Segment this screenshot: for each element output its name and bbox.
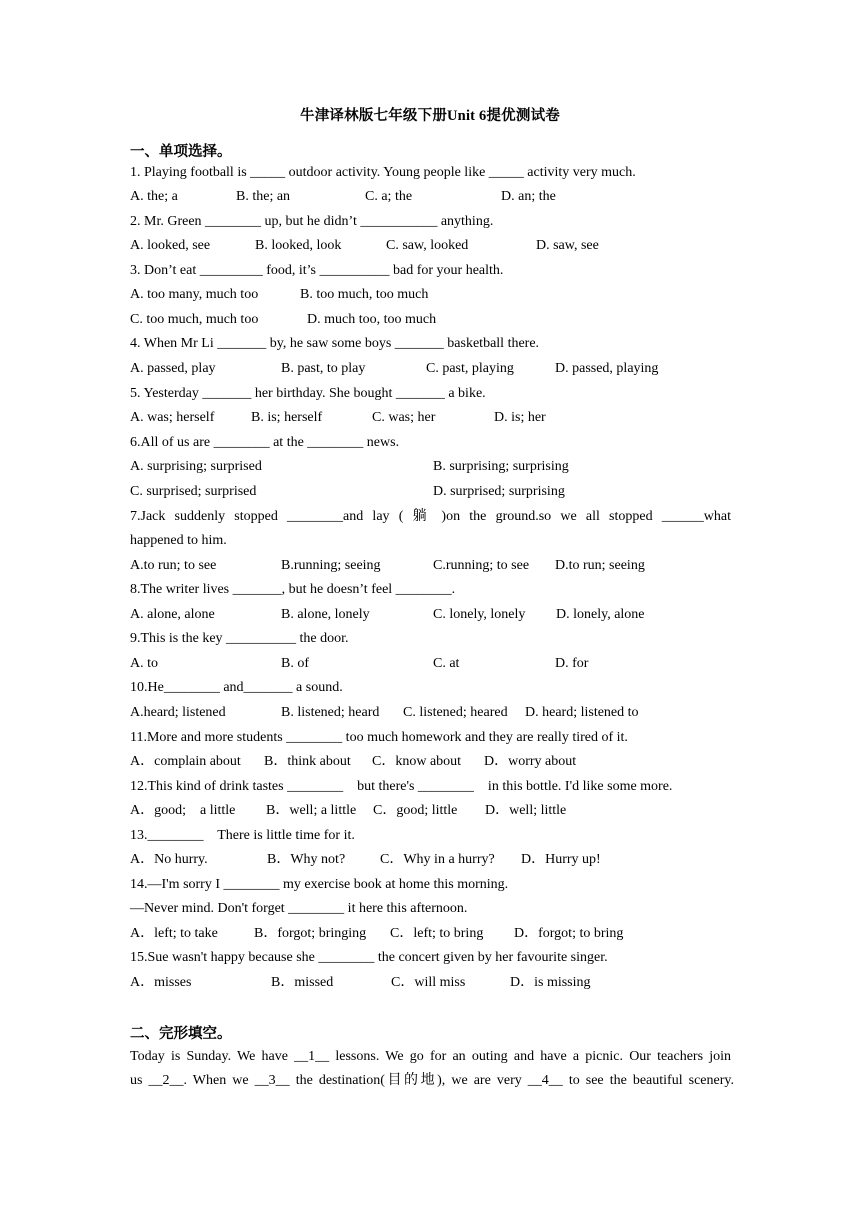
option-a: A．good; a little bbox=[130, 803, 236, 818]
question-stem: 15.Sue wasn't happy because she ________ the concert given by her favourite singer. bbox=[130, 950, 608, 965]
question-stem: 13.________ There is little time for it. bbox=[130, 828, 355, 843]
option-c: C. surprised; surprised bbox=[130, 484, 257, 499]
option-a: A. looked, see bbox=[130, 238, 211, 253]
option-c: C. lonely, lonely bbox=[433, 607, 526, 622]
option-d: D．Hurry up! bbox=[521, 852, 601, 867]
document-title: 牛津译林版七年级下册Unit 6提优测试卷 bbox=[300, 108, 560, 124]
question-stem: 8.The writer lives _______, but he doesn’t feel ________. bbox=[130, 582, 456, 597]
option-d: D．worry about bbox=[484, 754, 577, 769]
question-stem: 11.More and more students ________ too much homework and they are really tired of it. bbox=[130, 730, 628, 745]
option-b: B.running; seeing bbox=[281, 558, 381, 573]
option-b: B. looked, look bbox=[255, 238, 342, 253]
option-b: B．well; a little bbox=[266, 803, 357, 818]
option-a: A. passed, play bbox=[130, 361, 216, 376]
option-d: D. lonely, alone bbox=[556, 607, 645, 622]
option-b: B. past, to play bbox=[281, 361, 366, 376]
option-c: C. was; her bbox=[372, 410, 436, 425]
option-d: D．well; little bbox=[485, 803, 567, 818]
option-c: C. at bbox=[433, 656, 460, 671]
option-a: A. the; a bbox=[130, 189, 178, 204]
option-a: A. to bbox=[130, 656, 158, 671]
question-stem: 4. When Mr Li _______ by, he saw some boys _______ basketball there. bbox=[130, 336, 540, 351]
option-d: D.to run; seeing bbox=[555, 558, 645, 573]
option-c: C. a; the bbox=[365, 189, 413, 204]
question-stem: 14.—I'm sorry I ________ my exercise book at home this morning. bbox=[130, 877, 509, 892]
option-b: B．missed bbox=[271, 975, 334, 990]
option-b: B. too much, too much bbox=[300, 287, 429, 302]
option-d: D．is missing bbox=[510, 975, 591, 990]
question-stem: 10.He________ and_______ a sound. bbox=[130, 680, 343, 695]
option-a: A．left; to take bbox=[130, 926, 218, 941]
option-d: D. surprised; surprising bbox=[433, 484, 565, 499]
option-a: A. surprising; surprised bbox=[130, 459, 262, 474]
option-a: A．No hurry. bbox=[130, 852, 208, 867]
option-a: A．misses bbox=[130, 975, 192, 990]
option-d: D．forgot; to bring bbox=[514, 926, 624, 941]
question-stem: 7.Jack suddenly stopped ________and lay ( 躺 )on the ground.so we all stopped ______what bbox=[130, 509, 731, 524]
question-stem: 1. Playing football is _____ outdoor activity. Young people like _____ activity very much. bbox=[130, 165, 636, 180]
option-c: C．left; to bring bbox=[390, 926, 484, 941]
option-b: B. the; an bbox=[236, 189, 291, 204]
option-d: D. an; the bbox=[501, 189, 556, 204]
cloze-paragraph-line: us __2__. When we __3__ the destination(目的地), we are very __4__ to see the beautiful scenery. bbox=[130, 1073, 734, 1088]
option-b: B. surprising; surprising bbox=[433, 459, 569, 474]
option-c: C．will miss bbox=[391, 975, 466, 990]
option-d: D. heard; listened to bbox=[525, 705, 639, 720]
question-stem: 9.This is the key __________ the door. bbox=[130, 631, 349, 646]
section-heading-cloze: 二、完形填空。 bbox=[130, 1026, 232, 1042]
option-d: D. passed, playing bbox=[555, 361, 659, 376]
option-a: A. alone, alone bbox=[130, 607, 215, 622]
option-a: A.heard; listened bbox=[130, 705, 226, 720]
option-d: D. for bbox=[555, 656, 589, 671]
option-c: C. listened; heared bbox=[403, 705, 508, 720]
option-a: A. too many, much too bbox=[130, 287, 259, 302]
option-b: B. is; herself bbox=[251, 410, 323, 425]
option-b: B．think about bbox=[264, 754, 351, 769]
question-stem: 3. Don’t eat _________ food, it’s __________ bad for your health. bbox=[130, 263, 504, 278]
question-stem: 12.This kind of drink tastes ________ but there's ________ in this bottle. I'd like some more. bbox=[130, 779, 673, 794]
question-stem: 6.All of us are ________ at the ________ news. bbox=[130, 435, 400, 450]
question-stem-continuation: happened to him. bbox=[130, 533, 227, 548]
option-c: C.running; to see bbox=[433, 558, 530, 573]
option-d: D. much too, too much bbox=[307, 312, 437, 327]
option-b: B. listened; heard bbox=[281, 705, 380, 720]
option-c: C．Why in a hurry? bbox=[380, 852, 495, 867]
question-stem: 2. Mr. Green ________ up, but he didn’t ___________ anything. bbox=[130, 214, 494, 229]
option-a: A. was; herself bbox=[130, 410, 215, 425]
option-b: B．forgot; bringing bbox=[254, 926, 367, 941]
option-b: B. of bbox=[281, 656, 309, 671]
option-d: D. saw, see bbox=[536, 238, 599, 253]
option-c: C．good; little bbox=[373, 803, 458, 818]
option-c: C. saw, looked bbox=[386, 238, 469, 253]
option-c: C. too much, much too bbox=[130, 312, 259, 327]
section-heading-multiple-choice: 一、单项选择。 bbox=[130, 144, 232, 160]
option-a: A.to run; to see bbox=[130, 558, 217, 573]
question-stem-continuation: —Never mind. Don't forget ________ it here this afternoon. bbox=[130, 901, 468, 916]
option-b: B. alone, lonely bbox=[281, 607, 370, 622]
option-a: A．complain about bbox=[130, 754, 241, 769]
option-c: C. past, playing bbox=[426, 361, 514, 376]
option-d: D. is; her bbox=[494, 410, 546, 425]
cloze-paragraph-line: Today is Sunday. We have __1__ lessons. We go for an outing and have a picnic. Our teachers join bbox=[130, 1049, 731, 1064]
option-b: B．Why not? bbox=[267, 852, 346, 867]
question-stem: 5. Yesterday _______ her birthday. She bought _______ a bike. bbox=[130, 386, 486, 401]
option-c: C．know about bbox=[372, 754, 462, 769]
